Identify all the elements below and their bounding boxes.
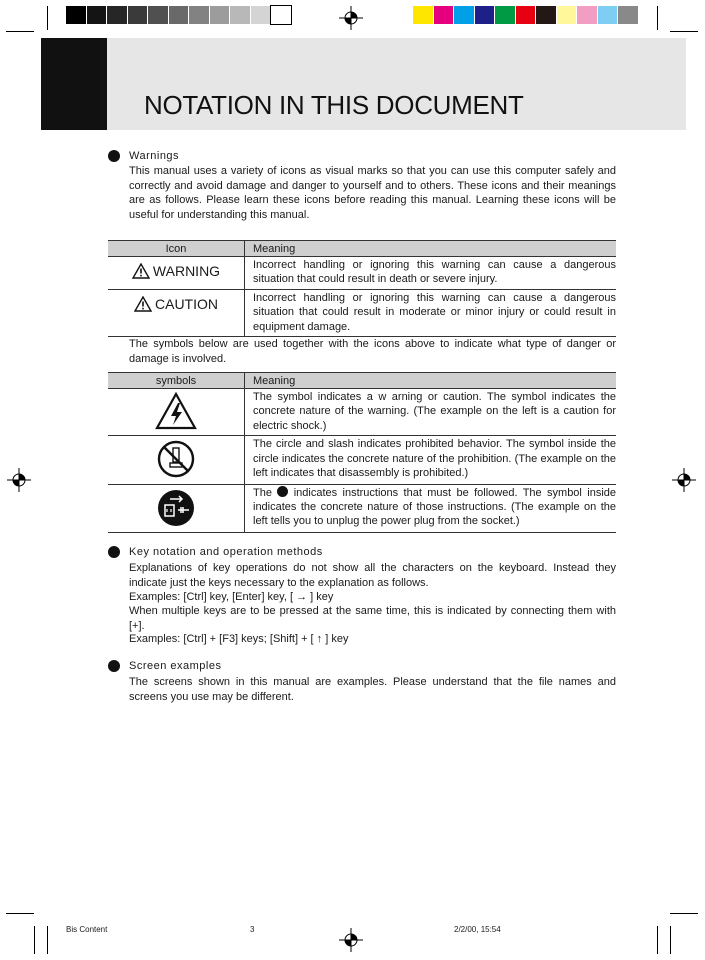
color-swatch (189, 6, 209, 24)
crop-mark (670, 31, 698, 32)
symbol-meaning-warning: The symbol indicates a w arning or caution. The symbol indicates the concrete nature of the warning. (The example on the left is a caution for electric shock.) (245, 389, 617, 436)
footer-timestamp: 2/2/00, 15:54 (454, 925, 501, 934)
instruction-text-after: indicates instructions that must be followed. The symbol inside indicates the concrete nature of those instructions. (The example on the left tells you to unplug the power plug from the socket.) (253, 486, 616, 528)
key-notation-line4: Examples: [Ctrl] + [F3] keys; [Shift] + [ ↑ ] key (129, 633, 349, 645)
section-bullet-icon (108, 660, 120, 672)
color-swatch (434, 6, 454, 24)
footer-page-number: 3 (250, 925, 255, 934)
color-swatch (251, 6, 271, 24)
color-swatch (210, 6, 230, 24)
table-row (108, 436, 616, 484)
unplug-icon (156, 488, 196, 528)
table-row (108, 257, 616, 290)
footer-filename: Bis Content (66, 925, 108, 934)
color-swatch (536, 6, 556, 24)
color-swatch (577, 6, 597, 24)
color-swatch (598, 6, 618, 24)
crop-mark (657, 926, 658, 954)
color-swatch (557, 6, 577, 24)
registration-mark-icon (672, 468, 696, 492)
table-row (108, 389, 616, 436)
crop-mark (34, 926, 35, 954)
color-swatch (454, 6, 474, 24)
color-swatch (495, 6, 515, 24)
page-title: NOTATION IN THIS DOCUMENT (144, 90, 524, 120)
table-header-row (108, 241, 616, 257)
warning-meaning: Incorrect handling or ignoring this warning can cause a dangerous situation that could result in death or severe injury. (245, 257, 617, 290)
table-header-row (108, 373, 616, 389)
symbol-meaning-instruction (245, 484, 617, 532)
color-swatch (66, 6, 86, 24)
crop-mark (670, 926, 671, 954)
caution-label: CAUTION (155, 295, 218, 312)
electric-shock-warning-icon (155, 392, 197, 430)
color-swatch (618, 6, 638, 24)
symbol-table (108, 372, 616, 533)
registration-mark-icon (7, 468, 31, 492)
crop-mark (657, 6, 658, 30)
screen-examples-heading: Screen examples (129, 660, 222, 672)
color-swatch (87, 6, 107, 24)
table-header-meaning: Meaning (245, 373, 617, 389)
screen-examples-body: The screens shown in this manual are examples. Please understand that the file names and screens you use may be different. (129, 676, 616, 703)
section-bullet-icon (108, 546, 120, 558)
key-notation-line1: Explanations of key operations do not show all the characters on the keyboard. Instead they indicate just the keys necessary to the explanation as follows. (129, 562, 616, 589)
registration-mark-icon (339, 928, 363, 952)
color-swatch (475, 6, 495, 24)
filled-circle-icon (277, 486, 288, 497)
crop-mark (47, 926, 48, 954)
table-row (108, 289, 616, 336)
warning-label: WARNING (152, 262, 221, 279)
no-disassembly-icon (156, 439, 196, 479)
color-swatch (516, 6, 536, 24)
warning-sign (132, 263, 220, 279)
table-header-symbols: symbols (108, 373, 245, 389)
caution-meaning: Incorrect handling or ignoring this warning can cause a dangerous situation that could result in moderate or minor injury or could result in equipment damage. (245, 289, 617, 336)
icon-table (108, 240, 616, 337)
color-swatch (148, 6, 168, 24)
key-notation-line2: Examples: [Ctrl] key, [Enter] key, [ → ] key (129, 591, 334, 603)
color-swatch (128, 6, 148, 24)
crop-mark (670, 913, 698, 914)
color-swatch (413, 6, 433, 24)
color-swatch (271, 6, 291, 24)
registration-mark-icon (339, 6, 363, 30)
crop-mark (6, 913, 34, 914)
table-row (108, 484, 616, 532)
symbols-intro: The symbols below are used together with the icons above to indicate what type of danger or damage is involved. (129, 338, 616, 365)
caution-sign (134, 296, 218, 312)
section-bullet-icon (108, 150, 120, 162)
key-notation-line3: When multiple keys are to be pressed at the same time, this is indicated by connecting them with [+]. (129, 605, 616, 632)
table-header-icon: Icon (108, 241, 245, 257)
caution-triangle-icon (134, 296, 152, 312)
symbol-meaning-prohibition: The circle and slash indicates prohibited behavior. The symbol inside the circle indicates the concrete nature of the prohibition. (The example on the left indicates that disassembly is prohibited.) (245, 436, 617, 484)
key-notation-heading: Key notation and operation methods (129, 546, 323, 558)
warnings-body: This manual uses a variety of icons as visual marks so that you can use this computer safely and correctly and avoid damage and danger to yourself and to others. These icons and their meanings are as follows. Please learn these icons before reading this manual. Learning these icons will be useful for understanding this manual. (129, 165, 616, 221)
color-swatch (230, 6, 250, 24)
warning-triangle-icon (132, 263, 150, 279)
color-swatch (169, 6, 189, 24)
crop-mark (6, 31, 34, 32)
instruction-text-before: The (253, 486, 278, 499)
color-swatch (107, 6, 127, 24)
warnings-heading: Warnings (129, 150, 180, 162)
table-header-meaning: Meaning (245, 241, 617, 257)
crop-mark (47, 6, 48, 30)
header-tab-block (41, 38, 107, 130)
